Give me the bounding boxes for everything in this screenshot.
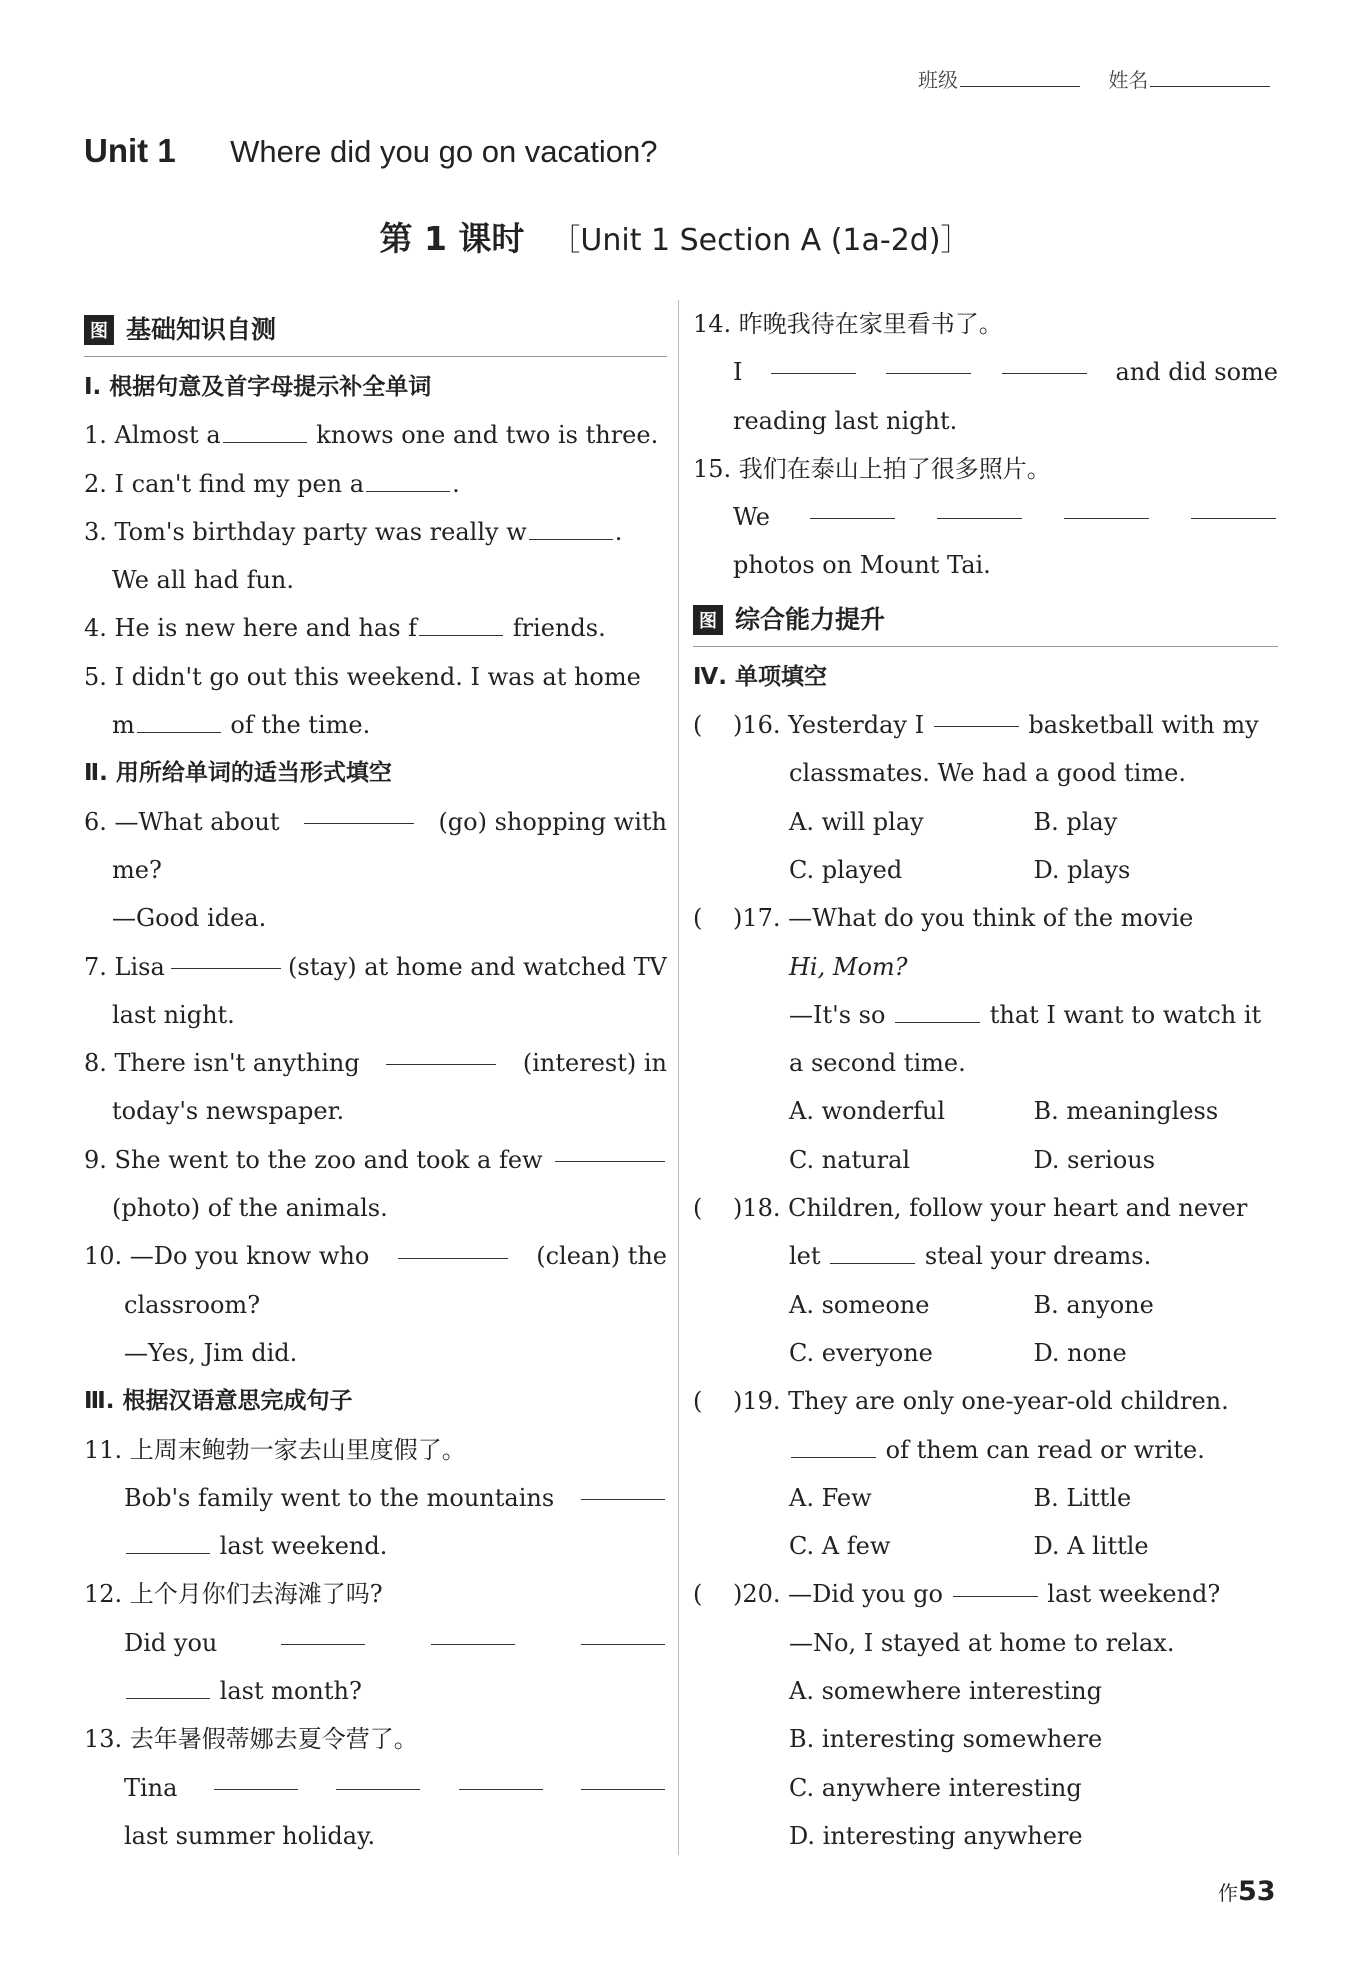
answer-blank[interactable]	[137, 707, 221, 733]
question-15-cn: 15. 我们在泰山上拍了很多照片。	[693, 454, 1051, 483]
name-field[interactable]	[1150, 65, 1270, 87]
option-d[interactable]: D. plays	[1033, 855, 1131, 884]
question-19-cont: of them can read or write.	[693, 1426, 1278, 1474]
question-20: ( )20. —Did you go last weekend?	[693, 1570, 1278, 1618]
answer-blank[interactable]	[555, 1136, 665, 1162]
option-b[interactable]: B. Little	[1033, 1483, 1132, 1512]
question-2: 2. I can't find my pen a .	[84, 460, 667, 508]
question-18: ( )18. Children, follow your heart and never	[693, 1184, 1278, 1232]
unit-label: Unit 1	[84, 132, 176, 169]
option-b[interactable]: B. interesting somewhere	[789, 1725, 1103, 1754]
question-18-cont: let steal your dreams.	[693, 1232, 1278, 1280]
option-d[interactable]: D. none	[1033, 1338, 1127, 1367]
question-14: I and did some	[693, 348, 1278, 396]
question-16-options-cd	[693, 846, 1278, 894]
option-b[interactable]: B. anyone	[1033, 1290, 1154, 1319]
question-6-reply: —Good idea.	[112, 904, 267, 933]
question-13: Tina	[84, 1764, 667, 1812]
page-value: 53	[1238, 1876, 1276, 1907]
answer-blank[interactable]	[934, 701, 1019, 727]
left-column	[84, 300, 667, 1860]
question-20-reply: —No, I stayed at home to relax.	[789, 1628, 1175, 1657]
answer-blank[interactable]	[937, 493, 1022, 519]
section-title: 基础知识自测	[126, 314, 277, 344]
part-2-title: Ⅱ. 用所给单词的适当形式填空	[84, 760, 392, 787]
answer-blank[interactable]	[336, 1764, 420, 1790]
question-9-cont: (photo) of the animals.	[112, 1194, 388, 1223]
question-19-options-ab	[693, 1474, 1278, 1522]
part-3-title: Ⅲ. 根据汉语意思完成句子	[84, 1388, 353, 1415]
section-title: 综合能力提升	[735, 604, 886, 634]
option-d[interactable]: D. A little	[1033, 1532, 1149, 1561]
question-17-reply: —It's so that I want to watch it	[693, 991, 1278, 1039]
part-4-title: Ⅳ. 单项填空	[693, 663, 828, 690]
answer-paren[interactable]: (	[693, 711, 703, 740]
question-10: 10. —Do you know who (clean) the	[84, 1232, 667, 1280]
option-b[interactable]: B. play	[1033, 807, 1118, 836]
question-12-cn: 12. 上个月你们去海滩了吗?	[84, 1580, 383, 1609]
section-icon: 图	[84, 315, 114, 345]
question-9: 9. She went to the zoo and took a few	[84, 1136, 667, 1184]
question-13-cn: 13. 去年暑假蒂娜去夏令营了。	[84, 1725, 418, 1754]
option-d[interactable]: D. serious	[1033, 1145, 1156, 1174]
answer-blank[interactable]	[304, 798, 414, 824]
question-3-cont: We all had fun.	[112, 566, 295, 595]
answer-blank[interactable]	[126, 1673, 210, 1699]
answer-blank[interactable]	[791, 1431, 876, 1457]
option-c[interactable]: C. anywhere interesting	[789, 1773, 1082, 1802]
lesson-label: 第 1 课时	[379, 219, 525, 258]
answer-paren[interactable]: (	[693, 1194, 703, 1223]
answer-blank[interactable]	[1191, 493, 1276, 519]
question-10-reply: —Yes, Jim did.	[124, 1338, 298, 1367]
answer-blank[interactable]	[529, 514, 613, 540]
answer-blank[interactable]	[459, 1764, 543, 1790]
question-17-options-ab	[693, 1087, 1278, 1135]
question-15: We	[693, 493, 1278, 541]
answer-blank[interactable]	[171, 943, 281, 969]
class-label: 班级	[918, 68, 958, 92]
column-divider	[678, 300, 679, 1855]
option-c[interactable]: C. A few	[789, 1532, 891, 1561]
question-17: ( )17. —What do you think of the movie	[693, 894, 1278, 942]
question-16-cont: classmates. We had a good time.	[789, 759, 1186, 788]
answer-blank[interactable]	[419, 610, 503, 636]
class-field[interactable]	[960, 65, 1080, 87]
answer-blank[interactable]	[830, 1238, 915, 1264]
question-8-cont: today's newspaper.	[112, 1097, 345, 1126]
question-11-cont: last weekend.	[84, 1522, 667, 1570]
answer-blank[interactable]	[895, 997, 980, 1023]
option-a[interactable]: A. will play	[789, 807, 924, 836]
question-15-cont: photos on Mount Tai.	[733, 551, 991, 580]
answer-paren[interactable]: (	[693, 1580, 703, 1609]
question-5-cont: m of the time.	[84, 701, 667, 749]
question-17-cont: a second time.	[789, 1049, 966, 1078]
question-12: Did you	[84, 1619, 667, 1667]
question-5: 5. I didn't go out this weekend. I was at home	[84, 662, 641, 691]
question-18-options-ab	[693, 1281, 1278, 1329]
answer-blank[interactable]	[886, 348, 971, 374]
answer-blank[interactable]	[953, 1570, 1038, 1596]
question-3: 3. Tom's birthday party was really w .	[84, 508, 667, 556]
unit-title	[84, 132, 658, 170]
answer-blank[interactable]	[398, 1232, 508, 1258]
question-8: 8. There isn't anything (interest) in	[84, 1039, 667, 1087]
option-a[interactable]: A. someone	[789, 1290, 930, 1319]
question-4: 4. He is new here and has f friends.	[84, 604, 667, 652]
question-13-cont: last summer holiday.	[124, 1821, 376, 1850]
section-advanced	[693, 594, 1278, 647]
question-14-cont: reading last night.	[733, 406, 958, 435]
question-1: 1. Almost a knows one and two is three.	[84, 411, 667, 459]
section-icon: 图	[693, 605, 723, 635]
part-1-title: Ⅰ. 根据句意及首字母提示补全单词	[84, 374, 432, 400]
question-18-options-cd	[693, 1329, 1278, 1377]
option-a[interactable]: A. Few	[789, 1483, 872, 1512]
option-d[interactable]: D. interesting anywhere	[789, 1821, 1083, 1850]
question-17-options-cd	[693, 1136, 1278, 1184]
answer-blank[interactable]	[1064, 493, 1149, 519]
option-c[interactable]: C. played	[789, 855, 903, 884]
answer-blank[interactable]	[431, 1619, 515, 1645]
answer-blank[interactable]	[281, 1619, 365, 1645]
answer-blank[interactable]	[1002, 348, 1087, 374]
question-10-cont: classroom?	[124, 1290, 261, 1319]
answer-blank[interactable]	[386, 1039, 496, 1065]
question-11-cn: 11. 上周末鲍勃一家去山里度假了。	[84, 1435, 466, 1464]
unit-name: Where did you go on vacation?	[230, 134, 658, 169]
section-basic	[84, 304, 667, 357]
answer-paren[interactable]: (	[693, 904, 703, 933]
lesson-title	[0, 213, 1350, 260]
question-19: ( )19. They are only one-year-old children.	[693, 1377, 1278, 1425]
question-16: ( )16. Yesterday I basketball with my	[693, 701, 1278, 749]
question-17-title: Hi, Mom?	[789, 952, 908, 981]
answer-blank[interactable]	[771, 348, 856, 374]
option-a[interactable]: A. somewhere interesting	[789, 1677, 1102, 1706]
question-16-options-ab	[693, 798, 1278, 846]
question-7-cont: last night.	[112, 1000, 235, 1029]
option-b[interactable]: B. meaningless	[1033, 1097, 1219, 1126]
option-c[interactable]: C. everyone	[789, 1338, 933, 1367]
question-11: Bob's family went to the mountains	[84, 1474, 667, 1522]
name-label: 姓名	[1108, 68, 1149, 92]
question-14-cn: 14. 昨晚我待在家里看书了。	[693, 310, 1003, 338]
question-6: 6. —What about (go) shopping with	[84, 798, 667, 846]
option-a[interactable]: A. wonderful	[789, 1097, 946, 1126]
answer-blank[interactable]	[581, 1764, 665, 1790]
answer-blank[interactable]	[366, 465, 450, 491]
lesson-section: ［Unit 1 Section A (1a-2d)］	[550, 223, 971, 258]
answer-blank[interactable]	[214, 1764, 298, 1790]
option-c[interactable]: C. natural	[789, 1145, 911, 1174]
answer-blank[interactable]	[810, 493, 895, 519]
question-12-cont: last month?	[84, 1667, 667, 1715]
question-19-options-cd	[693, 1522, 1278, 1570]
answer-blank[interactable]	[581, 1619, 665, 1645]
answer-paren[interactable]: (	[693, 1387, 703, 1416]
page-number	[1218, 1876, 1276, 1907]
question-7: 7. Lisa (stay) at home and watched TV	[84, 943, 667, 991]
answer-blank[interactable]	[223, 417, 307, 443]
header-fields	[918, 64, 1292, 93]
answer-blank[interactable]	[126, 1528, 210, 1554]
question-6-cont: me?	[112, 855, 162, 884]
right-column	[693, 300, 1278, 1860]
answer-blank[interactable]	[581, 1474, 665, 1500]
page-prefix: 作	[1218, 1881, 1238, 1905]
